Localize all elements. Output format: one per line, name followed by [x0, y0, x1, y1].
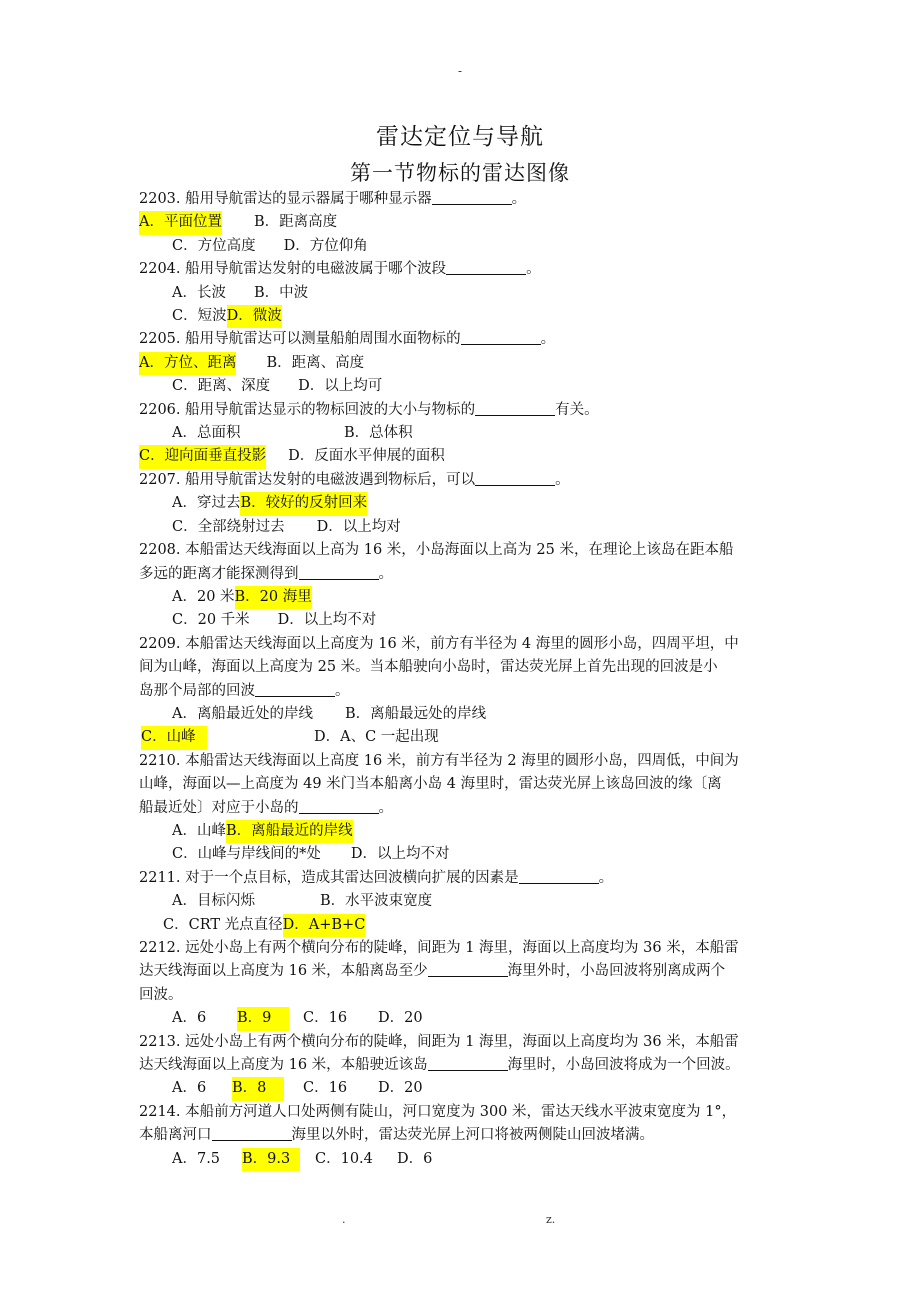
- options-row: [139, 352, 784, 375]
- question-text: 海里外时，小岛回波将别离成两个: [507, 963, 726, 980]
- question-end: 。: [540, 331, 556, 348]
- options-row: [139, 282, 784, 305]
- option-a: A．目标闪烁: [172, 893, 255, 910]
- option-c: C．短波: [172, 308, 227, 325]
- options-row: [139, 235, 784, 258]
- option-c: C．迎向面垂直投影: [139, 445, 266, 468]
- footer-right: z.: [546, 1213, 556, 1226]
- question-end: 。: [378, 799, 393, 816]
- header-mark: -: [457, 64, 463, 78]
- option-c: C．16: [303, 1010, 348, 1027]
- question-text: 达天线海面以上高度为 16 米，本船驶近该岛: [139, 1057, 428, 1074]
- question-end: 。: [555, 471, 570, 488]
- question-2206: [139, 399, 784, 422]
- options-row: [139, 211, 784, 234]
- question-text: 海里时，小岛回波将成为一个回波。: [507, 1057, 740, 1074]
- question-text: 2209. 本船雷达天线海面以上高度为 16 米，前方有半径为 4 海里的圆形小岛，四周平坦，中: [139, 635, 739, 652]
- options-row: [139, 609, 784, 632]
- question-text: 2204. 船用导航雷达发射的电磁波属于哪个波段: [139, 261, 447, 278]
- option-c: C．CRT 光点直径: [163, 916, 283, 933]
- question-text: 2208. 本船雷达天线海面以上高为 16 米，小岛海面以上高为 25 米，在理论上该岛在距本船: [139, 542, 734, 559]
- options-row: [139, 890, 784, 913]
- question-text: 回波。: [139, 986, 183, 1003]
- options-row: [139, 375, 784, 398]
- options-row: [139, 516, 784, 539]
- answer-blank: [428, 1056, 508, 1071]
- options-row: [139, 445, 784, 468]
- question-text: 2207. 船用导航雷达发射的电磁波遇到物标后，可以: [139, 471, 476, 488]
- option-c: C．山峰: [141, 726, 207, 749]
- question-text: 船最近处〕对应于小岛的: [139, 799, 299, 816]
- option-a: A．离船最近处的岸线: [172, 705, 313, 722]
- answer-blank: [212, 1126, 292, 1141]
- option-b: B．9.3: [242, 1148, 300, 1171]
- option-b: B．8: [232, 1077, 284, 1100]
- question-end: 。: [378, 565, 393, 582]
- options-row: [139, 305, 784, 328]
- question-2213: [139, 1031, 784, 1078]
- option-d: D．方位仰角: [283, 237, 368, 254]
- option-b: B．离船最近的岸线: [226, 820, 353, 843]
- question-end: 。: [526, 261, 541, 278]
- section-title: 第一节物标的雷达图像: [350, 161, 570, 185]
- option-a: A．20 米: [172, 588, 235, 605]
- question-text: 2205. 船用导航雷达可以测量船舶周围水面物标的: [139, 331, 461, 348]
- option-a: A．平面位置: [139, 211, 222, 234]
- option-d: D．A+B+C: [283, 914, 366, 937]
- option-d: D．6: [397, 1150, 433, 1167]
- answer-blank: [428, 962, 508, 977]
- answer-blank: [299, 799, 379, 814]
- question-text: 2214. 本船前方河道人口处两侧有陡山，河口宽度为 300 米，雷达天线水平波束宽度为 1°，: [139, 1103, 737, 1120]
- option-a: A．总面积: [172, 425, 241, 442]
- option-b: B．距离高度: [253, 214, 338, 231]
- question-text: 2210. 本船雷达天线海面以上高度 16 米，前方有半径为 2 海里的圆形小岛，四周低，中间为: [139, 752, 739, 769]
- option-c: C．16: [303, 1080, 348, 1097]
- question-text: 2203. 船用导航雷达的显示器属于哪种显示器: [139, 191, 432, 207]
- option-d: D．20: [378, 1010, 423, 1027]
- question-text: 2206. 船用导航雷达显示的物标回波的大小与物标的: [139, 401, 476, 418]
- question-2210: [139, 750, 784, 820]
- option-d: D．以上均不对: [350, 846, 450, 863]
- options-row: [139, 726, 784, 749]
- options-row: [139, 703, 784, 726]
- question-end: 。: [598, 869, 614, 886]
- option-d: D．20: [378, 1080, 423, 1097]
- question-text: 本船离河口: [139, 1127, 212, 1144]
- question-end: 有关。: [555, 401, 599, 418]
- question-end: 。: [511, 191, 527, 207]
- answer-blank: [475, 401, 555, 416]
- options-row: [139, 820, 784, 843]
- answer-blank: [475, 471, 555, 486]
- footer-left: .: [342, 1213, 346, 1226]
- question-text: 山峰，海面以—上高度为 49 米门当本船离小岛 4 海里时，雷达荧光屏上该岛回波的缘〔离: [139, 776, 722, 793]
- question-text: 2211. 对于一个点目标，造成其雷达回波横向扩展的因素是: [139, 869, 519, 886]
- question-text: 海里以外时，雷达荧光屏上河口将被两侧陡山回波堵满。: [291, 1127, 654, 1144]
- question-2211: [139, 867, 784, 890]
- question-list: [139, 188, 784, 1171]
- option-c: C．10.4: [315, 1150, 373, 1167]
- option-c: C．山峰与岸线间的*处: [172, 846, 321, 863]
- option-d: D．以上均对: [316, 518, 401, 535]
- question-2204: [139, 258, 784, 281]
- option-b: B．20 海里: [235, 586, 312, 609]
- options-row: [139, 1007, 784, 1030]
- options-row: [139, 914, 784, 937]
- option-a: A．7.5: [172, 1150, 221, 1167]
- options-row: [139, 586, 784, 609]
- question-2209: [139, 633, 784, 703]
- options-row: [139, 1077, 784, 1100]
- question-2214: [139, 1101, 784, 1148]
- question-2208: [139, 539, 784, 586]
- question-2203: [139, 188, 784, 211]
- document-title: 雷达定位与导航: [376, 124, 544, 150]
- option-b: B．中波: [253, 284, 309, 301]
- answer-blank: [299, 565, 379, 580]
- option-a: A．6: [172, 1010, 207, 1027]
- option-a: A．穿过去: [172, 495, 241, 512]
- answer-blank: [519, 869, 599, 884]
- answer-blank: [461, 330, 541, 345]
- question-end: 。: [335, 682, 350, 699]
- options-row: [139, 492, 784, 515]
- option-c: C．20 千米: [172, 612, 250, 629]
- question-2205: [139, 328, 784, 351]
- question-2212: [139, 937, 784, 1007]
- option-b: B．9: [237, 1007, 289, 1030]
- question-text: 达天线海面以上高度为 16 米，本船离岛至少: [139, 963, 428, 980]
- question-2207: [139, 469, 784, 492]
- option-c: C．方位高度: [172, 237, 256, 254]
- option-a: A．长波: [172, 284, 226, 301]
- option-c: C．距离、深度: [172, 378, 271, 395]
- question-text: 间为山峰，海面以上高度为 25 米。当本船驶向小岛时，雷达荧光屏上首先出现的回波是小: [139, 659, 718, 676]
- options-row: [139, 1148, 784, 1171]
- option-a: A．山峰: [172, 822, 226, 839]
- option-d: D．反面水平伸展的面积: [288, 448, 445, 465]
- option-b: B．距离、高度: [266, 354, 365, 371]
- option-b: B．水平波束宽度: [320, 893, 433, 910]
- option-c: C．全部绕射过去: [172, 518, 285, 535]
- question-text: 2212. 远处小岛上有两个横向分布的陡峰，间距为 1 海里，海面以上高度均为 36 米，本船雷: [139, 940, 739, 956]
- option-d: D．微波: [227, 305, 282, 328]
- option-d: D．A、C 一起出现: [314, 729, 439, 746]
- answer-blank: [446, 260, 526, 275]
- option-b: B．离船最远处的岸线: [344, 705, 487, 722]
- option-b: B．总体积: [344, 425, 413, 442]
- options-row: [139, 843, 784, 866]
- answer-blank: [432, 190, 512, 205]
- option-d: D．以上均不对: [277, 612, 377, 629]
- question-text: 岛那个局部的回波: [139, 682, 255, 699]
- option-a: A．6: [172, 1080, 207, 1097]
- answer-blank: [255, 682, 335, 697]
- option-d: D．以上均可: [298, 378, 383, 395]
- option-b: B．较好的反射回来: [240, 492, 367, 515]
- option-a: A．方位、距离: [139, 352, 236, 375]
- question-text: 多远的距离才能探测得到: [139, 565, 299, 582]
- options-row: [139, 422, 784, 445]
- question-text: 2213. 远处小岛上有两个横向分布的陡峰，间距为 1 海里，海面以上高度均为 36 米，本船雷: [139, 1033, 739, 1050]
